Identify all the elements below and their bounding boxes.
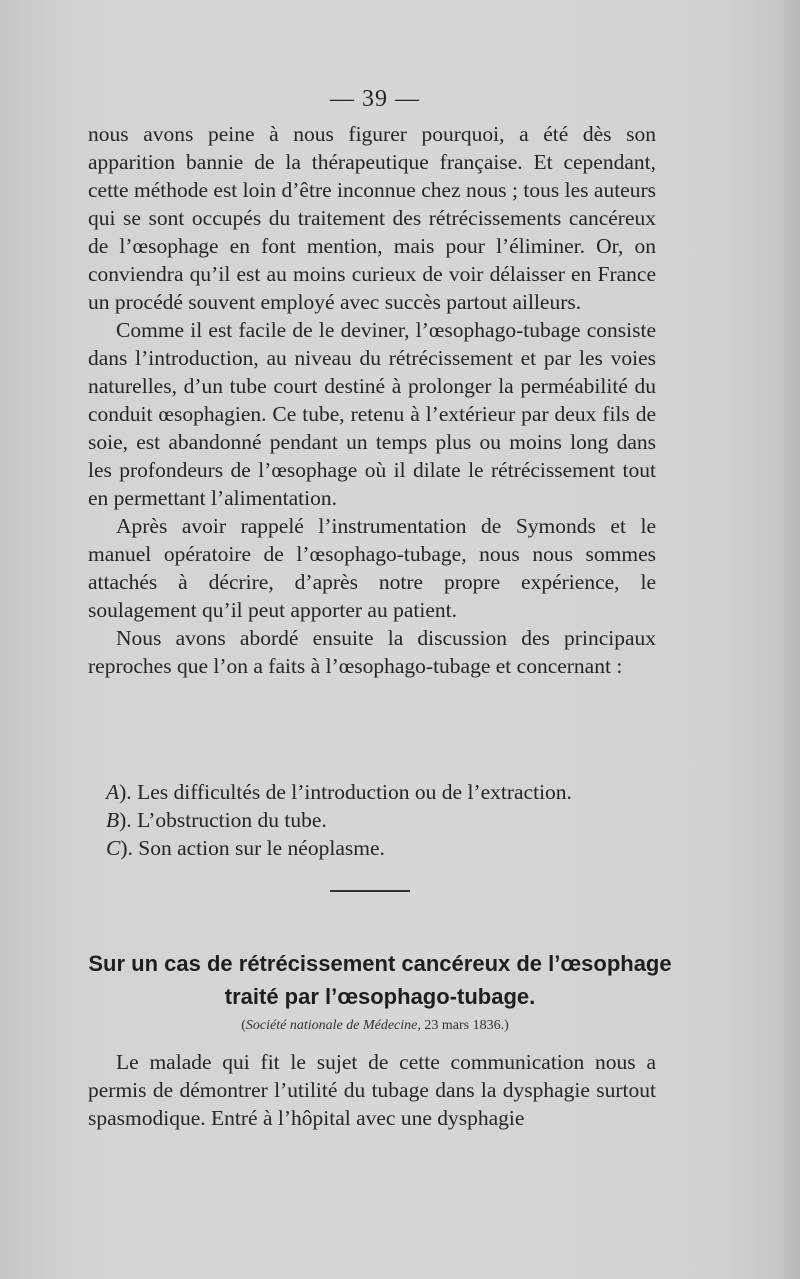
source-society: Société nationale de Médecine, <box>245 1018 421 1033</box>
list-letter: C <box>106 836 121 860</box>
page-number: — 39 — <box>330 86 420 112</box>
list-text: Son action sur le néoplasme. <box>138 836 385 860</box>
list-letter: A <box>106 780 120 804</box>
list-item: C). Son action sur le néoplasme. <box>106 836 385 860</box>
paragraph-2: Comme il est facile de le deviner, l’œsophago-tubage consiste dans l’introduction, au niveau du rétrécissement et par les voies naturelles, d’un tube court destiné à prolonger la perméabilité du conduit œsophagien. Ce tube, retenu à l’extérieur par deux fils de soie, est abandonné pendant un temps plus ou moins long dans les profondeurs de l’œsophage où il dilate le rétrécissement tout en permettant l’alimentation. <box>88 318 656 510</box>
list-text: L’obstruction du tube. <box>137 808 327 832</box>
section-title-line2: traité par l’œsophago-tubage. <box>224 984 536 1009</box>
intro-text <box>88 120 656 680</box>
paragraph-1: nous avons peine à nous figurer pourquoi, a été dès son apparition bannie de la thérapeutique française. Et cependant, cette méthode est loin d’être inconnue chez nous ; tous les auteurs qui se sont occupés du traitement des rétrécissements cancéreux de l’œsophage en font mention, mais pour l’éliminer. Or, on conviendra qu’il est au moins curieux de voir délaisser en France un procédé souvent employé avec succès partout ailleurs. <box>88 122 656 314</box>
section-paragraph: Le malade qui fit le sujet de cette communication nous a permis de démontrer l’utilité du tubage dans la dysphagie surtout spasmodique. Entré à l’hôpital avec une dysphagie <box>88 1050 656 1130</box>
paragraph-4: Nous avons abordé ensuite la discussion des principaux reproches que l’on a faits à l’œsophago-tubage et concernant : <box>88 626 656 678</box>
source-citation: (Société nationale de Médecine, 23 mars 1836.) <box>241 1018 509 1033</box>
list-item: A). Les difficultés de l’introduction ou de l’extraction. <box>106 780 572 804</box>
reproach-list <box>88 778 572 862</box>
section-divider <box>330 890 410 892</box>
section-text <box>88 1048 656 1132</box>
paragraph-3: Après avoir rappelé l’instrumentation de Symonds et le manuel opératoire de l’œsophago-tubage, nous nous sommes attachés à décrire, d’après notre propre expérience, le soulagement qu’il peut apporter au patient. <box>88 514 656 622</box>
list-letter: B <box>106 808 120 832</box>
section-title-line1: Sur un cas de rétrécissement cancéreux de l’œsophage <box>88 951 672 976</box>
source-date: 23 mars 1836. <box>424 1018 505 1033</box>
section-title <box>70 947 690 1013</box>
list-text: Les difficultés de l’introduction ou de l’extraction. <box>137 780 572 804</box>
list-item: B). L’obstruction du tube. <box>106 808 327 832</box>
page-edge-shadow <box>778 0 800 1279</box>
